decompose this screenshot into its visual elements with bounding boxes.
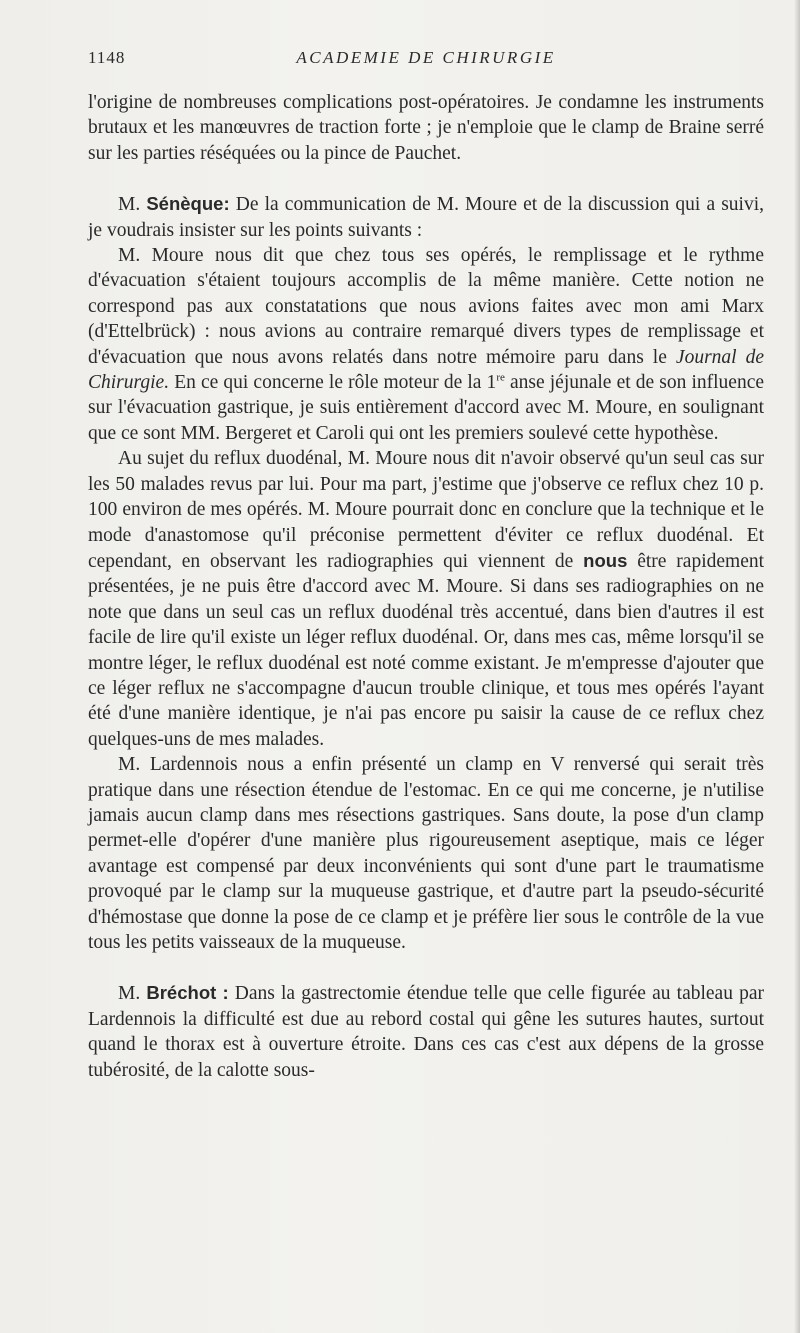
paragraph-remplissage [88,243,764,446]
paragraph-text: Dans la gastrectomie étendue telle que celle figurée au tableau par Lardennois la difficulté est due au rebord costal qui gêne les sutures hautes, surtout quand le thorax est à ouverture étroite. Dans ces cas c'est aux dépens de la grosse tubérosité, de la calotte sous- [88,983,765,1081]
speaker-separator: : [222,982,229,1004]
paragraph-clamp [88,752,764,955]
speaker-name: Bréchot [146,982,217,1004]
speaker-separator: : [223,193,230,215]
bold-word: nous [583,549,628,571]
running-title: ACADEMIE DE CHIRURGIE [296,48,556,67]
journal-title: Journal de Chirurgie. [88,346,765,394]
paragraph-text: M. Moure nous dit que chez tous ses opérés, le remplissage et le rythme d'évacuation s'étaient toujours accomplis de la même manière. Cette notion ne correspond pas aux constatations que nous avions faites avec mon ami Marx (d'Ettelbrück) : nous avions au contraire remarqué divers types de remplissage et d'évacuation que nous avons relatés dans notre mémoire paru dans le [88,245,764,368]
speaker-title: M. [118,194,141,216]
page-number: 1148 [88,48,126,67]
paragraph-reflux [88,446,764,752]
body-text [88,90,764,1083]
page-edge-shadow [794,0,800,1333]
paragraph-text: De la communication de M. Moure et de la discussion qui a suivi, je voudrais insister sur les points suivants : [88,194,765,241]
paragraph-text: anse jéjunale et de son influence sur l'évacuation gastrique, je suis entièrement d'accord avec M. Moure, en soulignant que ce sont MM. Bergeret et Caroli qui ont les premiers soulevé cette hypothèse. [88,372,765,444]
paragraph-seneque [88,191,764,243]
paragraph-continuation [88,90,764,166]
paragraph-text: M. Lardennois nous a enfin présenté un clamp en V renversé qui serait très pratique dans une résection étendue de l'estomac. En ce qui me concerne, je n'utilise jamais aucun clamp dans mes résections gastriques. Sans doute, la pose d'un clamp permet-elle d'opérer d'une manière plus rigoureusement aseptique, mais ce léger avantage est compensé par deux inconvénients qui sont d'une part le traumatisme provoqué par le clamp sur la muqueuse gastrique, et d'autre part la pseudo-sécurité d'hémostase que donne la pose de ce clamp et je préfère lier sous le contrôle de la vue tous les petits vaisseaux de la muqueuse. [88,754,764,953]
ordinal-superscript: re [496,371,505,384]
speaker-title: M. [118,983,141,1005]
paragraph-text: être rapidement présentées, je ne puis être d'accord avec M. Moure. Si dans ses radiographies on ne note que dans un seul cas un reflux duodénal très accentué, dans bien d'autres il est facile de lire qu'il existe un léger reflux duodénal. Or, dans mes cas, même lorsqu'il se montre léger, le reflux duodénal est noté comme existant. Je m'empresse d'ajouter que ce léger reflux ne s'accompagne d'aucun trouble clinique, et tous mes opérés l'ayant été d'une manière identique, je n'ai pas encore pu saisir la cause de ce reflux chez quelques-uns de mes malades. [88,550,765,750]
paragraph-brechot [88,980,764,1083]
speaker-name: Sénèque [146,193,224,215]
paragraph-text: Au sujet du reflux duodénal, M. Moure nous dit n'avoir observé qu'un seul cas sur les 50 malades revus par lui. Pour ma part, j'estime que j'observe ce reflux chez 10 p. 100 environ de mes opérés. M. Moure pourrait donc en conclure que la technique et le mode d'anastomose qu'il préconise permettent d'éviter ce reflux duodénal. Et cependant, en observant les radiographies qui viennent de [88,448,764,572]
paragraph-text: l'origine de nombreuses complications post-opératoires. Je condamne les instruments brutaux et les manœuvres de traction forte ; je n'emploie que le clamp de Braine serré sur les parties réséquées ou la pince de Pauchet. [88,92,764,164]
page-header [88,48,764,72]
paragraph-text: En ce qui concerne le rôle moteur de la 1 [174,372,497,394]
